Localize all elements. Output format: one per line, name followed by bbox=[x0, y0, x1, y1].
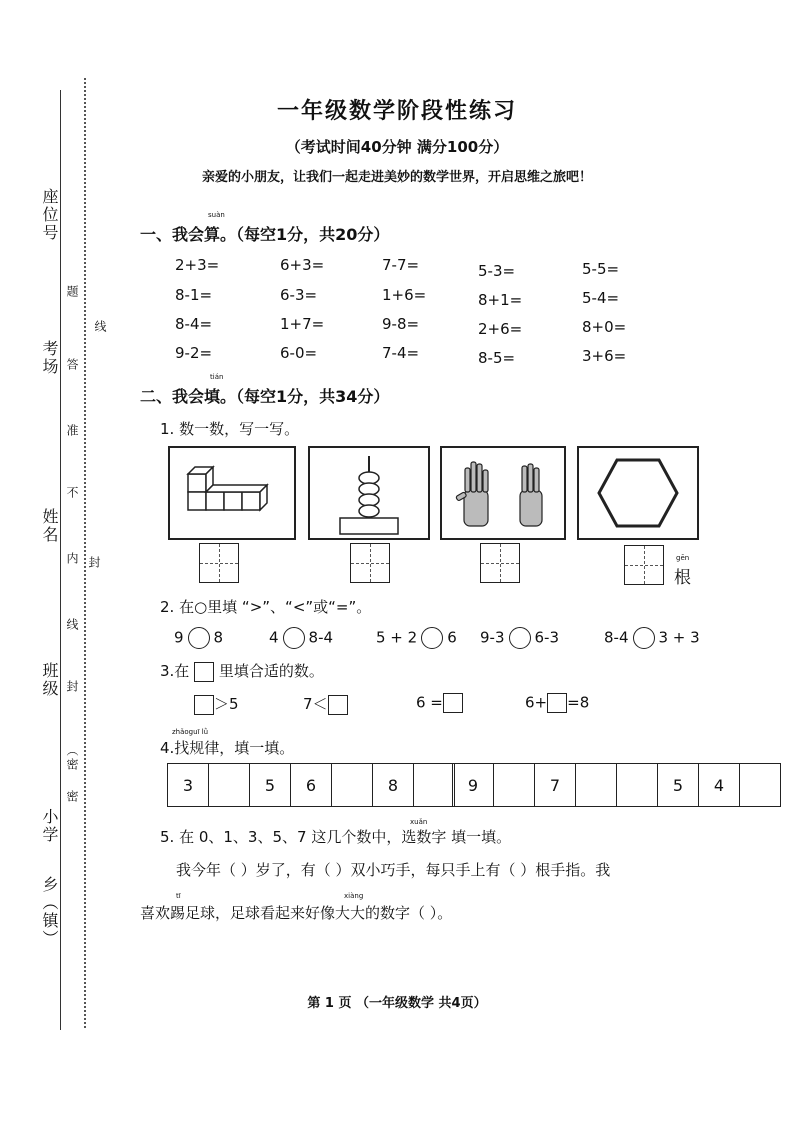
sequence-cell[interactable]: 5 bbox=[250, 764, 291, 806]
binding-word: 不 bbox=[65, 486, 79, 500]
picture-hands bbox=[440, 446, 566, 540]
equation: 2+3= bbox=[175, 256, 220, 274]
example-square bbox=[194, 662, 214, 682]
sequence-cell[interactable] bbox=[740, 764, 780, 806]
sequence-cell[interactable] bbox=[576, 764, 617, 806]
q5-line1: 我今年（ ）岁了，有（ ）双小巧手，每只手上有（ ）根手指。我 bbox=[176, 861, 611, 879]
q3-prompt-post: 里填合适的数。 bbox=[218, 662, 324, 680]
equation: 8+1= bbox=[478, 291, 523, 309]
abacus-icon bbox=[310, 448, 428, 538]
equation: 5-3= bbox=[478, 262, 516, 280]
equation: 7-7= bbox=[382, 256, 420, 274]
compare-circle[interactable] bbox=[421, 627, 443, 649]
compare-right: 8-4 bbox=[308, 628, 334, 647]
equation: 5-5= bbox=[582, 260, 620, 278]
unit-label: 根 bbox=[674, 568, 691, 588]
compare-left: 8-4 bbox=[604, 628, 629, 647]
compare-item bbox=[269, 627, 333, 649]
equation: 6-3= bbox=[280, 286, 318, 304]
picture-hexagon bbox=[577, 446, 699, 540]
page-footer: 第 1 页 （一年级数学 共4页） bbox=[307, 996, 487, 1011]
fill-item bbox=[303, 693, 348, 715]
equation: 8+0= bbox=[582, 318, 627, 336]
fill-item bbox=[525, 693, 589, 713]
school-label: 小学 bbox=[40, 808, 59, 844]
equation: 1+6= bbox=[382, 286, 427, 304]
sequence-cell[interactable]: 7 bbox=[535, 764, 576, 806]
compare-right: 6 bbox=[447, 628, 457, 647]
binding-word: 答 bbox=[65, 358, 79, 372]
cubes-icon bbox=[170, 448, 294, 538]
sequence-cell[interactable]: 8 bbox=[373, 764, 414, 806]
compare-circle[interactable] bbox=[633, 627, 655, 649]
sequence-cell[interactable]: 3 bbox=[168, 764, 209, 806]
compare-circle[interactable] bbox=[283, 627, 305, 649]
town-label: 乡（镇） bbox=[40, 876, 59, 948]
sequence-cell[interactable]: 4 bbox=[699, 764, 740, 806]
pinyin: xiàng bbox=[344, 892, 364, 900]
binding-word: 内 bbox=[65, 552, 79, 566]
fill-pre: 7＜ bbox=[303, 695, 328, 713]
compare-left: 9 bbox=[174, 628, 184, 647]
compare-circle[interactable] bbox=[509, 627, 531, 649]
binding-word: 线 bbox=[93, 320, 107, 334]
pinyin: zhǎoguī lǜ bbox=[172, 728, 209, 736]
compare-item bbox=[604, 627, 700, 649]
equation: 9-2= bbox=[175, 344, 213, 362]
sequence-cell[interactable] bbox=[494, 764, 535, 806]
equation: 9-8= bbox=[382, 315, 420, 333]
binding-word: 封 bbox=[65, 680, 79, 694]
compare-right: 6-3 bbox=[534, 628, 559, 647]
exam-info: （考试时间40分钟 满分100分） bbox=[285, 138, 509, 156]
q5-prompt: 5. 在 0、1、3、5、7 这几个数中，选数字 填一填。 bbox=[160, 828, 512, 846]
binding-dotted-line bbox=[84, 78, 86, 1028]
exam-room-label: 考场 bbox=[40, 340, 59, 376]
q3-prompt bbox=[160, 660, 324, 682]
name-label: 姓名 bbox=[40, 508, 59, 544]
q5-line2: 喜欢踢足球，足球看起来好像大大的数字（ ）。 bbox=[140, 904, 453, 922]
compare-item bbox=[376, 627, 457, 649]
sequence-2 bbox=[452, 763, 781, 807]
pinyin: tián bbox=[210, 373, 224, 381]
answer-grid[interactable] bbox=[199, 543, 239, 583]
compare-item bbox=[480, 627, 559, 649]
binding-word: （密 bbox=[65, 744, 79, 772]
fill-square[interactable] bbox=[328, 695, 348, 715]
equation: 6-0= bbox=[280, 344, 318, 362]
fill-square[interactable] bbox=[443, 693, 463, 713]
section-1-heading: 一、我会算。（每空1分，共20分） bbox=[140, 225, 390, 244]
answer-grid[interactable] bbox=[350, 543, 390, 583]
equation: 6+3= bbox=[280, 256, 325, 274]
fill-square[interactable] bbox=[194, 695, 214, 715]
fill-pre: 6 = bbox=[416, 693, 443, 712]
equation: 1+7= bbox=[280, 315, 325, 333]
sequence-cell[interactable] bbox=[209, 764, 250, 806]
equation: 8-5= bbox=[478, 349, 516, 367]
compare-circle[interactable] bbox=[188, 627, 210, 649]
binding-word: 准 bbox=[65, 424, 79, 438]
equation: 5-4= bbox=[582, 289, 620, 307]
compare-left: 9-3 bbox=[480, 628, 505, 647]
picture-cubes bbox=[168, 446, 296, 540]
binding-word: 题 bbox=[65, 285, 79, 299]
page-title: 一年级数学阶段性练习 bbox=[276, 99, 517, 124]
q2-prompt: 2. 在○里填 “>”、“<”或“=”。 bbox=[160, 598, 372, 616]
binding-word: 密 bbox=[65, 790, 79, 804]
greeting: 亲爱的小朋友，让我们一起走进美妙的数学世界，开启思维之旅吧！ bbox=[201, 170, 592, 185]
answer-grid[interactable] bbox=[480, 543, 520, 583]
q4-prompt: 4.找规律，填一填。 bbox=[160, 739, 295, 757]
q3-prompt-pre: 3.在 bbox=[160, 662, 190, 680]
answer-grid[interactable] bbox=[624, 545, 664, 585]
q1-prompt: 1. 数一数，写一写。 bbox=[160, 420, 300, 438]
compare-right: 8 bbox=[213, 628, 224, 647]
compare-right: 3 + 3 bbox=[658, 628, 700, 647]
class-label: 班级 bbox=[40, 662, 59, 698]
equation: 3+6= bbox=[582, 347, 627, 365]
section-2-heading: 二、我会填。（每空1分，共34分） bbox=[140, 387, 390, 406]
fill-post: =8 bbox=[567, 693, 590, 712]
fill-item bbox=[194, 693, 239, 715]
picture-abacus bbox=[308, 446, 430, 540]
equation: 8-4= bbox=[175, 315, 213, 333]
compare-left: 4 bbox=[269, 628, 279, 647]
fill-item bbox=[416, 693, 463, 713]
equation: 7-4= bbox=[382, 344, 420, 362]
fill-square[interactable] bbox=[547, 693, 567, 713]
sequence-cell[interactable] bbox=[414, 764, 454, 806]
equation: 8-1= bbox=[175, 286, 213, 304]
pinyin: tī bbox=[176, 892, 181, 900]
compare-left: 5 + 2 bbox=[376, 628, 418, 647]
binding-word: 线 bbox=[65, 618, 79, 632]
binding-word: 封 bbox=[87, 556, 101, 570]
sequence-1 bbox=[167, 763, 455, 807]
sequence-cell[interactable]: 5 bbox=[658, 764, 699, 806]
sequence-cell[interactable]: 6 bbox=[291, 764, 332, 806]
sequence-cell[interactable] bbox=[332, 764, 373, 806]
sequence-cell[interactable]: 9 bbox=[453, 764, 494, 806]
fill-post: ＞5 bbox=[214, 695, 239, 713]
pinyin: xuǎn bbox=[410, 818, 428, 826]
fill-pre: 6+ bbox=[525, 693, 548, 712]
compare-item bbox=[174, 627, 223, 649]
pinyin: gēn bbox=[676, 554, 690, 562]
hexagon-icon bbox=[579, 448, 697, 538]
seat-number-label: 座位号 bbox=[40, 188, 59, 242]
hands-icon bbox=[442, 448, 564, 538]
sequence-cell[interactable] bbox=[617, 764, 658, 806]
equation: 2+6= bbox=[478, 320, 523, 338]
pinyin: suàn bbox=[208, 211, 225, 219]
